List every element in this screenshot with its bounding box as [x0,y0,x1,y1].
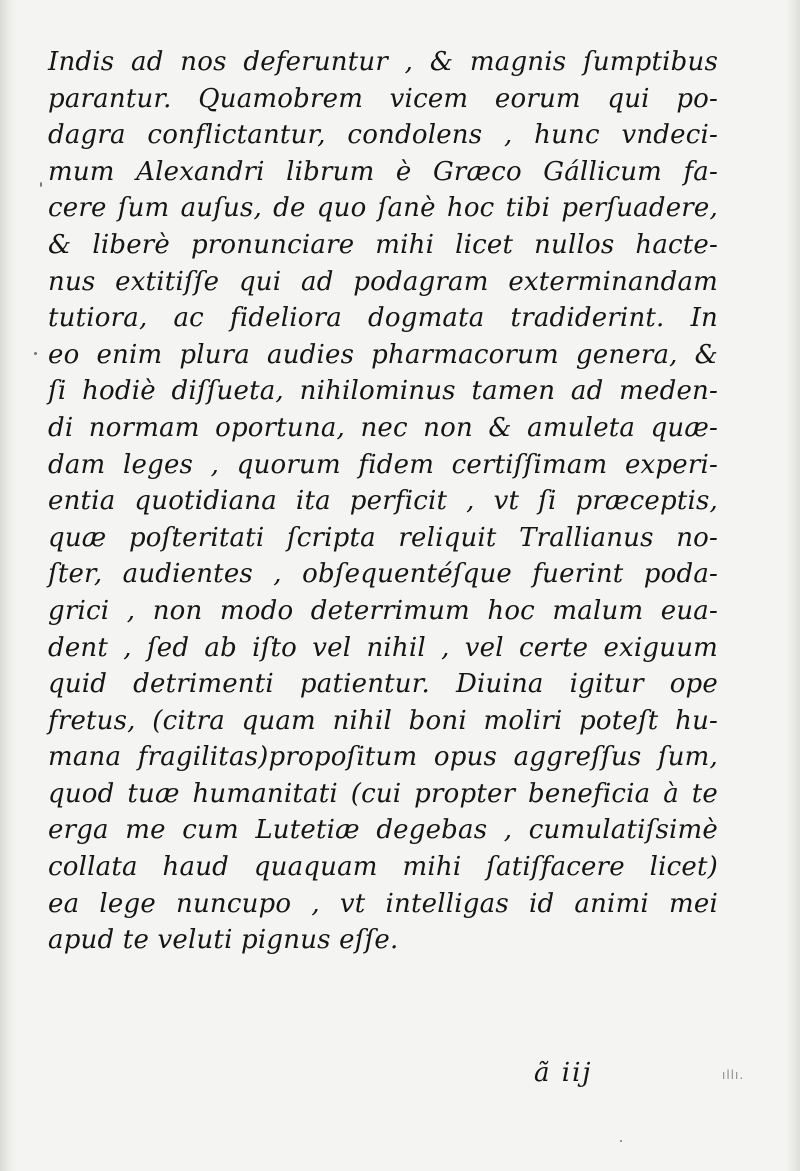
signature-mark: ã iij [534,1058,593,1088]
text-line: cere ſum auſus, de quo ſanè hoc tibi perſuadere, [48,193,718,224]
text-line: ea lege nuncupo , vt intelligas id animi mei [48,888,718,919]
margin-mark: ıllı. [722,1068,745,1082]
text-line: mana fragilitas)propoſitum opus aggreſſus ſum, [48,742,718,773]
text-line: tutiora, ac fideliora dogmata tradiderint. In [48,303,718,334]
text-line: dagra conflictantur, condolens , hunc vndeci- [48,120,718,151]
ink-speck [620,1140,622,1142]
text-line: dent , ſed ab iſto vel nihil , vel certe exiguum [48,632,718,663]
page-edge-shadow [786,0,800,1171]
text-line: ſi hodiè diſſueta, nihilominus tamen ad meden- [48,376,718,407]
text-line: apud te veluti pignus eſſe. [48,925,399,956]
text-line: grici , non modo deterrimum hoc malum eua- [48,595,718,626]
text-line: ſter, audientes , obſequentéſque fuerint poda- [48,559,718,590]
text-line: Indis ad nos deferuntur , & magnis ſumptibus [48,47,718,77]
text-line: erga me cum Lutetiæ degebas , cumulatiſsimè [48,815,718,846]
text-line: fretus, (citra quam nihil boni moliri poteſt hu- [48,705,718,736]
text-line: mum Alexandri librum è Græco Gállicum fa- [48,156,718,187]
text-line: quid detrimenti patientur. Diuina igitur ope [48,669,718,700]
ink-speck [40,182,42,187]
page-gutter-shadow [0,0,18,1171]
text-line: eo enim plura audies pharmacorum genera, & [48,339,718,370]
ink-speck [34,352,37,355]
text-line: quæ poſteritati ſcripta reliquit Trallianus no- [48,522,718,553]
text-line: parantur. Quamobrem vicem eorum qui po- [48,83,718,114]
text-line: quod tuæ humanitati (cui propter beneficia à te [48,778,718,809]
text-line: dam leges , quorum fidem certiſſimam experi- [48,449,718,480]
text-line: di normam oportuna, nec non & amuleta quæ- [48,412,718,443]
text-line: entia quotidiana ita perficit , vt ſi præceptis, [48,486,718,517]
text-line: collata haud quaquam mihi ſatiſfacere licet) [48,852,718,883]
body-text [48,44,718,959]
text-line: nus extitiſſe qui ad podagram exterminandam [48,266,718,297]
text-line: & liberè pronunciare mihi licet nullos hacte- [48,229,718,260]
